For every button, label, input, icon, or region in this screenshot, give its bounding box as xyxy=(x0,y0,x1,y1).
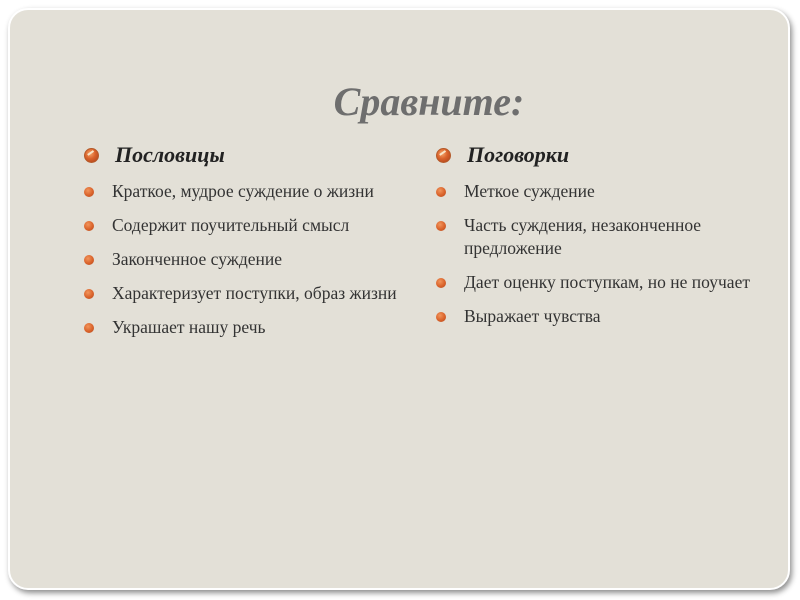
list-item xyxy=(434,305,774,328)
list-item xyxy=(434,214,774,260)
list-item-text: Часть суждения, незаконченное предложение xyxy=(464,215,702,258)
list-item-text: Дает оценку поступкам, но не поучает xyxy=(464,272,750,292)
list-item-text: Выражает чувства xyxy=(464,306,601,326)
proverbs-column xyxy=(82,140,402,350)
sayings-column xyxy=(434,140,774,339)
sayings-heading xyxy=(434,140,774,170)
slide-title: Сравните: xyxy=(333,79,525,124)
list-item xyxy=(82,214,402,237)
sayings-list xyxy=(434,180,774,328)
slide xyxy=(8,8,790,590)
bullet-icon xyxy=(436,187,446,197)
list-item xyxy=(82,248,402,271)
bullet-icon xyxy=(84,221,94,231)
list-item xyxy=(82,316,402,339)
list-item xyxy=(434,271,774,294)
list-item xyxy=(82,282,402,305)
proverbs-heading xyxy=(82,140,402,170)
list-item-text: Краткое, мудрое суждение о жизни xyxy=(112,181,374,201)
bullet-icon xyxy=(436,312,446,322)
list-item-text: Характеризует поступки, образ жизни xyxy=(112,283,397,303)
bullet-icon xyxy=(84,255,94,265)
list-item xyxy=(434,180,774,203)
proverbs-heading-text: Пословицы xyxy=(115,142,225,167)
bullet-icon xyxy=(84,187,94,197)
list-item xyxy=(82,180,402,203)
list-item-text: Законченное суждение xyxy=(112,249,282,269)
bullet-icon xyxy=(436,221,446,231)
list-item-text: Содержит поучительный смысл xyxy=(112,215,350,235)
heading-bullet-icon xyxy=(84,148,99,163)
list-item-text: Меткое суждение xyxy=(464,181,595,201)
bullet-icon xyxy=(84,323,94,333)
proverbs-list xyxy=(82,180,402,339)
list-item-text: Украшает нашу речь xyxy=(112,317,266,337)
sayings-heading-text: Поговорки xyxy=(467,142,570,167)
bullet-icon xyxy=(84,289,94,299)
bullet-icon xyxy=(436,278,446,288)
heading-bullet-icon xyxy=(436,148,451,163)
